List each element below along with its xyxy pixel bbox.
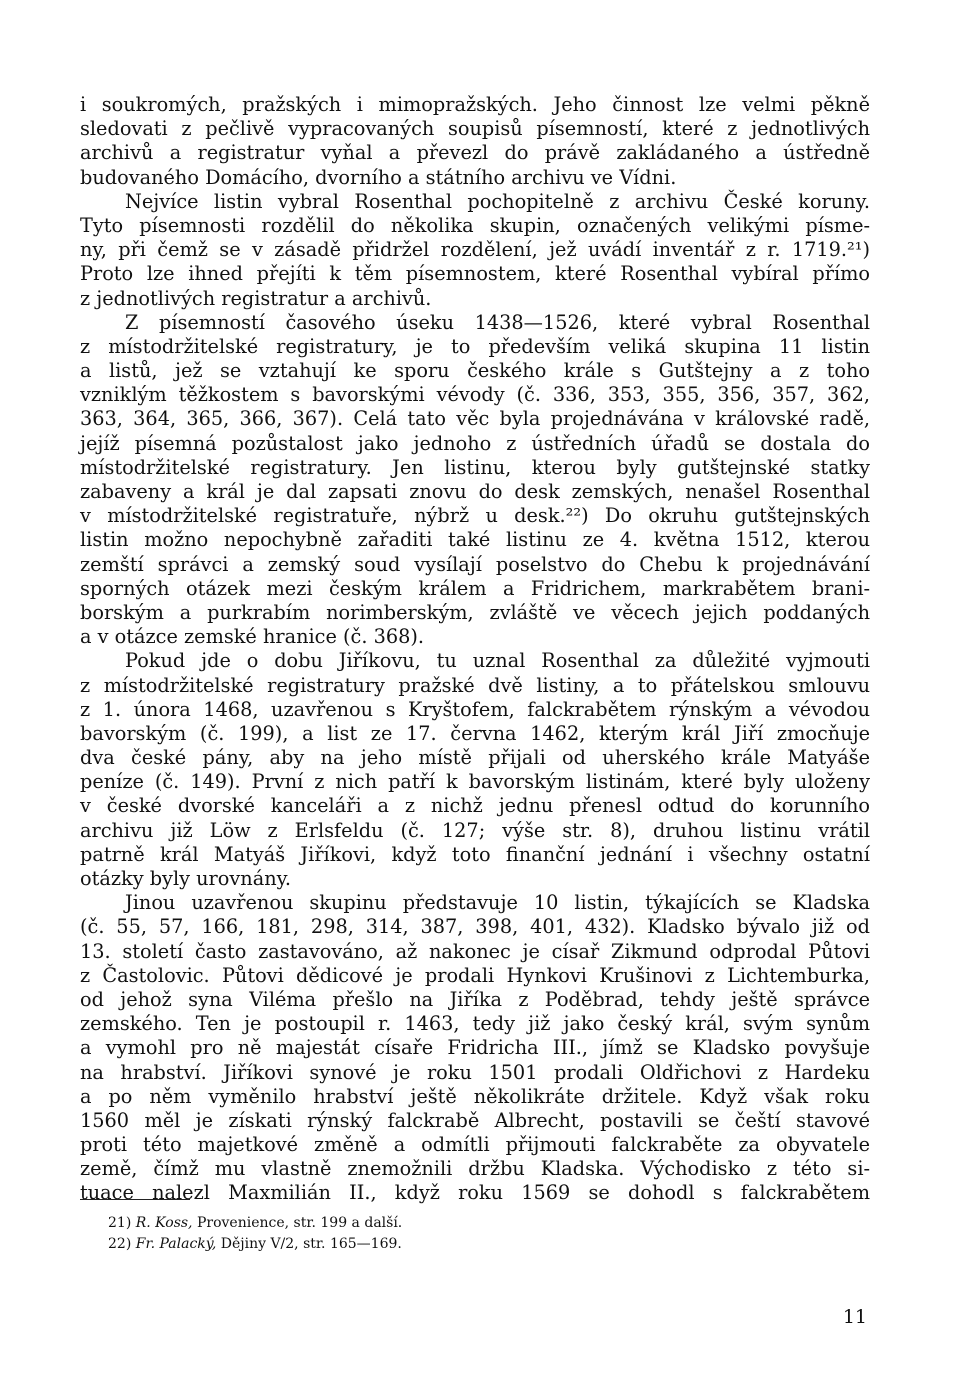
text-line: a vymohl pro ně majestát císaře Fridricha III., jímž se Kladsko povyšuje bbox=[80, 1036, 870, 1060]
text-line: od jehož syna Viléma přešlo na Jiříka z Poděbrad, tehdy ještě správce bbox=[80, 987, 870, 1011]
text-line: z Častolovic. Půtovi dědicové je prodali Hynkovi Krušinovi z Lichtemburka, bbox=[80, 963, 870, 987]
footnote-author: Fr. Palacký, bbox=[135, 1236, 217, 1252]
text-line: sporných otázek mezi českým králem a Fridrichem, markrabětem brani- bbox=[80, 576, 870, 600]
text-line: země, čímž mu vlastně znemožnili držbu Kladska. Východisko z této si- bbox=[80, 1157, 870, 1181]
text-line: Tyto písemnosti rozdělil do několika skupin, označených velikými písme- bbox=[80, 213, 870, 237]
text-line: z místodržitelské registratury pražské dvě listiny, a to přátelskou smlouvu bbox=[80, 673, 870, 697]
text-line: archivů a registratur vyňal a převezl do právě zakládaného a ústředně bbox=[80, 141, 870, 165]
footnote-author: R. Koss, bbox=[135, 1215, 193, 1231]
text-line: vzniklým těžkostem s bavorskými vévody (č. 336, 353, 355, 356, 357, 362, bbox=[80, 383, 870, 407]
text-line: a listů, jež se vztahují ke sporu českého krále s Gutštejny a z toho bbox=[80, 359, 870, 383]
text-line: sledovati z pečlivě vypracovaných soupisů písemností, které z jednotlivých bbox=[80, 117, 870, 141]
text-line: zabaveny a král je dal zapsati znovu do desk zemských, nenašel Rosenthal bbox=[80, 480, 870, 503]
footnote-divider bbox=[80, 1199, 190, 1200]
text-line: Proto lze ihned přejíti k těm písemnostem, které Rosenthal vybíral přímo bbox=[80, 262, 870, 286]
footnote-text: Dějiny V/2, str. 165—169. bbox=[216, 1236, 402, 1252]
text-line: archivu již Löw z Erlsfeldu (č. 127; výše str. 8), druhou listinu vrátil bbox=[80, 818, 870, 842]
page-number: 11 bbox=[842, 1306, 867, 1328]
text-line: místodržitelské registratury. Jen listinu, kterou byly gutštejnské statky bbox=[80, 455, 870, 479]
text-line: 1560 měl je získati rýnský falckrabě Albrecht, postavili se čeští stavové bbox=[80, 1108, 870, 1132]
text-line: 363, 364, 365, 366, 367). Celá tato věc byla projednávána v královské radě, bbox=[80, 407, 870, 431]
text-line: zemského. Ten je postoupil r. 1463, tedy již jako český král, svým synům bbox=[80, 1012, 870, 1036]
text-line: z jednotlivých registratur a archivů. bbox=[80, 286, 432, 310]
text-line: jejíž písemná pozůstalost jako jednoho z ústředních úřadů se dostala do bbox=[80, 431, 870, 455]
text-line: na hrabství. Jiříkovi synové je roku 1501 prodali Oldřichovi z Hardeku bbox=[80, 1060, 870, 1084]
text-line: budovaného Domácího, dvorního a státního archivu ve Vídni. bbox=[80, 165, 677, 189]
text-line: bavorským (č. 199), a list ze 17. června 1462, kterým král Jiří zmocňuje bbox=[80, 721, 870, 745]
text-line: z 1. února 1468, uzavřenou s Kryštofem, falckrabětem rýnským a vévodou bbox=[80, 697, 870, 721]
footnotes bbox=[108, 1213, 402, 1255]
text-line: i soukromých, pražských i mimopražských. Jeho činnost lze velmi pěkně bbox=[80, 93, 870, 116]
text-line: peníze (č. 149). První z nich patří k bavorským listinám, které byly uloženy bbox=[80, 770, 870, 794]
text-line: v české dvorské kanceláři a z nichž jednu přenesl odtud do korunního bbox=[80, 794, 870, 818]
footnote-mark: 21) bbox=[108, 1215, 132, 1231]
footnote bbox=[108, 1213, 402, 1234]
text-line: dva české pány, aby na jeho místě přijali od uherského krále Matyáše bbox=[80, 746, 870, 770]
text-line: (č. 55, 57, 166, 181, 298, 314, 387, 398, 401, 432). Kladsko bývalo již od bbox=[80, 915, 870, 939]
text-line: tuace nalezl Maxmilián II., když roku 1569 se dohodl s falckrabětem bbox=[80, 1181, 870, 1205]
text-line: ny, při čemž se v zásadě přidržel rozdělení, jež uvádí inventář z r. 1719.²¹) bbox=[80, 238, 870, 262]
text-line: Pokud jde o dobu Jiříkovu, tu uznal Rosenthal za důležité vyjmouti bbox=[125, 649, 870, 673]
text-line: a po něm vyměnilo hrabství ještě několikráte držitele. Když však roku bbox=[80, 1084, 870, 1108]
text-line: Nejvíce listin vybral Rosenthal pochopitelně z archivu České koruny. bbox=[125, 189, 870, 213]
text-line: 13. století často zastavováno, až nakonec je císař Zikmund odprodal Půtovi bbox=[80, 939, 870, 963]
text-line: zemští správci a zemský soud vysílají poselstvo do Chebu k projednávání bbox=[80, 552, 870, 576]
text-line: listin možno nepochybně zařaditi také listinu ze 4. května 1512, kterou bbox=[80, 528, 870, 552]
text-line: z místodržitelské registratury, je to především veliká skupina 11 listin bbox=[80, 334, 870, 358]
text-line: a v otázce zemské hranice (č. 368). bbox=[80, 625, 425, 649]
text-line: otázky byly urovnány. bbox=[80, 867, 292, 890]
footnote bbox=[108, 1234, 402, 1255]
footnote-text: Provenience, str. 199 a další. bbox=[192, 1215, 403, 1231]
text-line: borským a purkrabím norimberským, zvláště ve věcech jejich poddaných bbox=[80, 600, 870, 624]
text-line: Z písemností časového úseku 1438—1526, které vybral Rosenthal bbox=[125, 310, 870, 334]
text-line: proti této majetkové změně a odmítli přijmouti falckraběte za obyvatele bbox=[80, 1133, 870, 1157]
text-line: Jinou uzavřenou skupinu představuje 10 listin, týkajících se Kladska bbox=[125, 891, 870, 915]
main-text bbox=[80, 93, 870, 1206]
text-line: patrně král Matyáš Jiříkovi, když toto finanční jednání i všechny ostatní bbox=[80, 842, 870, 866]
footnote-mark: 22) bbox=[108, 1236, 132, 1252]
text-line: v místodržitelské registratuře, nýbrž u desk.²²) Do okruhu gutštejnských bbox=[80, 504, 870, 528]
